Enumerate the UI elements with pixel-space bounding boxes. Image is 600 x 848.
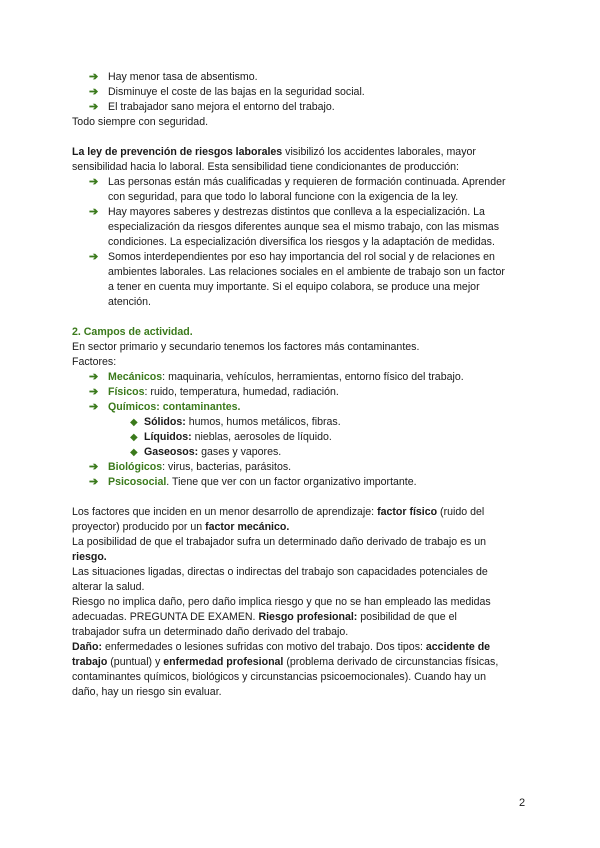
paragraph-dano-line: trabajo (puntual) y enfermedad profesional (problema derivado de circunstancias físicas, (72, 656, 499, 668)
paragraph-riesgo: La posibilidad de que el trabajador sufra un determinado daño derivado de trabajo es un (72, 536, 487, 548)
arrow-icon: ➔ (89, 101, 99, 113)
arrow-icon: ➔ (89, 476, 99, 488)
sub-factor-item: ◆ Gaseosos: gases y vapores. (130, 446, 282, 458)
paragraph-riesgo-profesional: adecuadas. PREGUNTA DE EXAMEN. Riesgo profesional: posibilidad de que el (72, 611, 457, 623)
sub-factor-item: ◆ Líquidos: nieblas, aerosoles de líquido. (130, 431, 332, 443)
safety-line: Todo siempre con seguridad. (72, 116, 209, 128)
sub-factor-item: ◆ Sólidos: humos, humos metálicos, fibras. (130, 416, 341, 428)
page-number: 2 (519, 797, 526, 809)
list-item: ➔ El trabajador sano mejora el entorno del trabajo. (89, 101, 335, 113)
section-intro: En sector primario y secundario tenemos los factores más contaminantes. (72, 341, 420, 353)
diamond-icon: ◆ (130, 447, 138, 458)
factor-item: ➔ Biológicos: virus, bacterias, parásitos. (89, 461, 292, 473)
factores-label: Factores: (72, 356, 117, 368)
paragraph-riesgo-line: riesgo. (72, 551, 107, 563)
paragraph-riesgo-dano: Riesgo no implica daño, pero daño implica riesgo y que no se han empleado las medidas (72, 596, 491, 608)
list-item: ➔ Las personas están más cualificadas y requieren de formación continuada. Aprender con seguridad, para que todo lo laboral funcione con la exigencia de la ley. (89, 176, 506, 203)
diamond-icon: ◆ (130, 417, 138, 428)
paragraph-law: La ley de prevención de riesgos laborales visibilizó los accidentes laborales, mayor (72, 146, 476, 158)
diamond-icon: ◆ (130, 432, 138, 443)
paragraph-situaciones-line: alterar la salud. (72, 581, 145, 593)
factor-item: ➔ Psicosocial. Tiene que ver con un factor organizativo importante. (89, 476, 417, 488)
list-item: ➔ Somos interdependientes por eso hay importancia del rol social y de relaciones en ambientes laborales. Las relaciones sociales en el ambiente de trabajo son un factor a tener en cuenta muy importante. Si el equipo colabora, se produce una mejor atención. (89, 251, 505, 308)
arrow-icon: ➔ (89, 251, 99, 263)
paragraph-riesgo-profesional-line: trabajador sufra un determinado daño derivado del trabajo. (72, 626, 349, 638)
arrow-icon: ➔ (89, 401, 99, 413)
factor-item: ➔ Físicos: ruido, temperatura, humedad, radiación. (89, 386, 339, 398)
arrow-icon: ➔ (89, 386, 99, 398)
list-item: ➔ Hay mayores saberes y destrezas distintos que conlleva a la especialización. La especialización da riesgos diferentes aunque sea el mismo trabajo, con las mismas condiciones. La especialización diversifica los riesgos y la adaptación de medidas. (89, 206, 499, 248)
arrow-icon: ➔ (89, 176, 99, 188)
list-item: ➔ Hay menor tasa de absentismo. (89, 71, 258, 83)
section-heading: 2. Campos de actividad. (72, 326, 193, 338)
factor-item: ➔ Químicos: contaminantes. (89, 401, 241, 413)
list-item: ➔ Disminuye el coste de las bajas en la seguridad social. (89, 86, 365, 98)
paragraph-dano: Daño: enfermedades o lesiones sufridas con motivo del trabajo. Dos tipos: accidente de (72, 641, 491, 653)
document-page (72, 70, 534, 700)
paragraph-dano-line: daño, hay un riesgo sin evaluar. (72, 686, 222, 698)
paragraph-law-line: sensibilidad hacia lo laboral. Esta sensibilidad tiene condicionantes de producción: (72, 161, 459, 173)
factor-item: ➔ Mecánicos: maquinaria, vehículos, herramientas, entorno físico del trabajo. (89, 371, 464, 383)
paragraph-factors: Los factores que inciden en un menor desarrollo de aprendizaje: factor físico (ruido del (72, 506, 485, 518)
paragraph-factors-line: proyector) producido por un factor mecánico. (72, 521, 290, 533)
arrow-icon: ➔ (89, 461, 99, 473)
arrow-icon: ➔ (89, 86, 99, 98)
paragraph-situaciones: Las situaciones ligadas, directas o indirectas del trabajo son capacidades potenciales de (72, 566, 488, 578)
paragraph-dano-line: contaminantes químicos, biológicos y circunstancias psicoemocionales). Cuando hay un (72, 671, 486, 683)
arrow-icon: ➔ (89, 371, 99, 383)
arrow-icon: ➔ (89, 206, 99, 218)
arrow-icon: ➔ (89, 71, 99, 83)
